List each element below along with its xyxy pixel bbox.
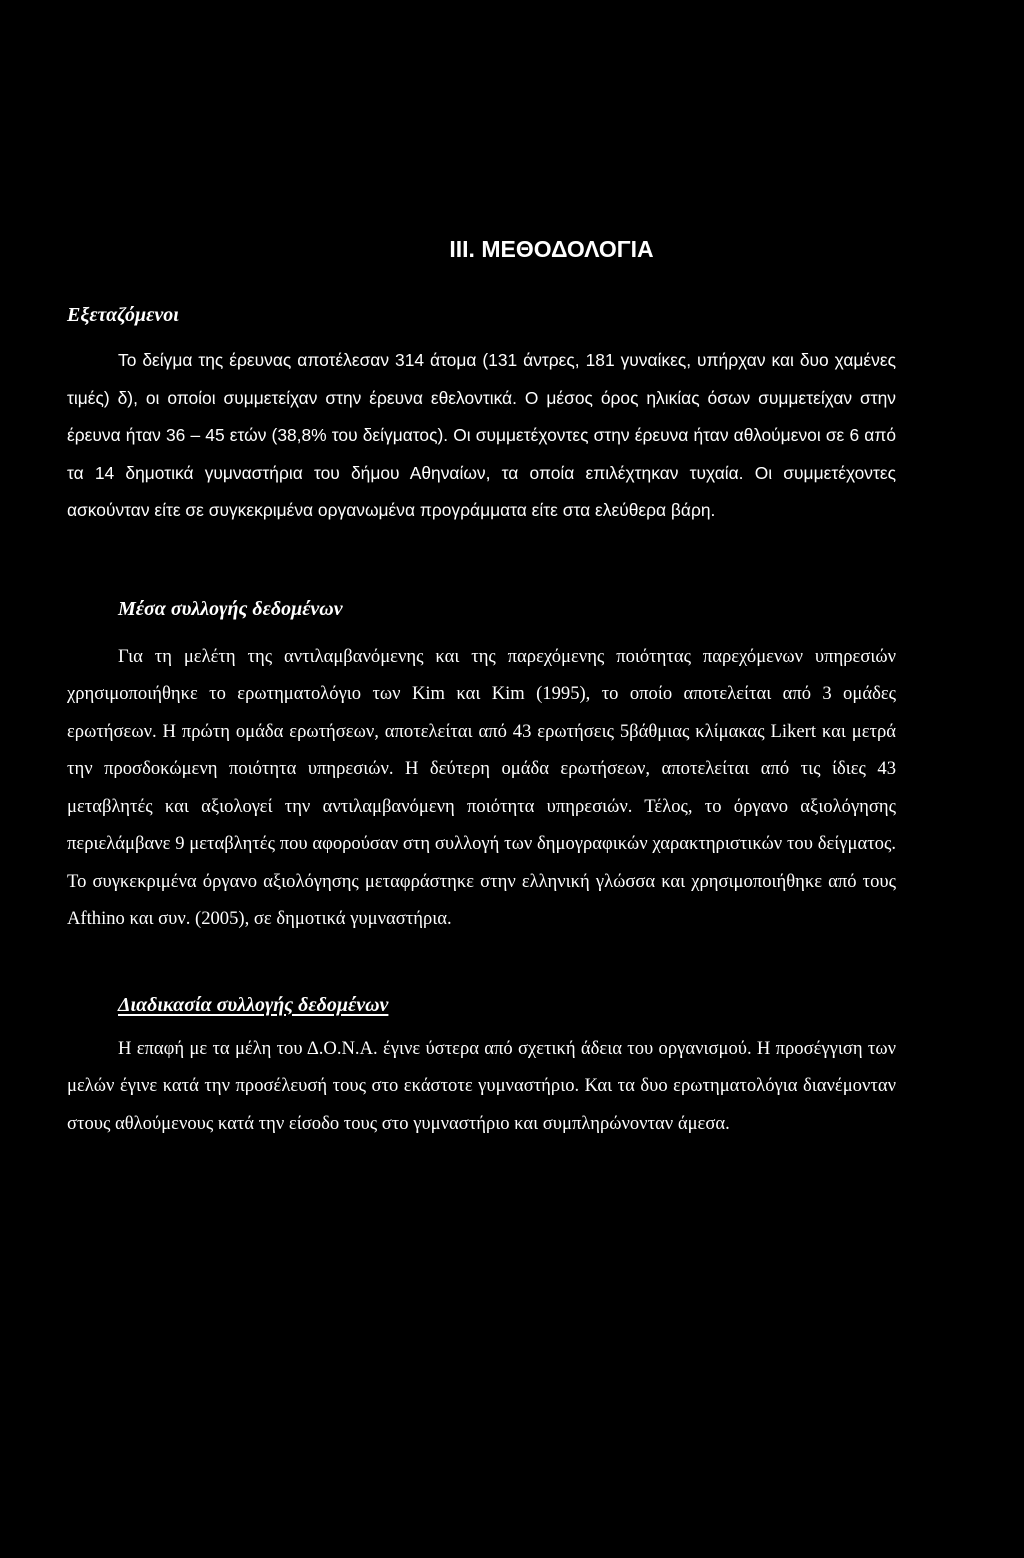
section-data-collection-tools bbox=[67, 594, 896, 938]
section-participants bbox=[67, 300, 896, 530]
paragraph-data-collection-tools: Για τη μελέτη της αντιλαμβανόμενης και της παρεχόμενης ποιότητας παρεχόμενων υπηρεσιών χρησιμοποιήθηκε το ερωτηματολόγιο των Kim και Kim (1995), το οποίο αποτελείται από 3 ομάδες ερωτήσεων. Η πρώτη ομάδα ερωτήσεων, αποτελείται από 43 ερωτήσεις 5βάθμιας κλίμακας Likert και μετρά την προσδοκώμενη ποιότητα υπηρεσιών. Η δεύτερη ομάδα ερωτήσεων, αποτελείται από τις ίδιες 43 μεταβλητές και αξιολογεί την αντιλαμβανόμενη ποιότητα υπηρεσιών. Τέλος, το όργανο αξιολόγησης περιελάμβανε 9 μεταβλητές που αφορούσαν στη συλλογή των δημογραφικών χαρακτηριστικών του δείγματος. Το συγκεκριμένα όργανο αξιολόγησης μεταφράστηκε στην ελληνική γλώσσα και χρησιμοποιήθηκε από τους Afthino και συν. (2005), σε δημοτικά γυμναστήρια. bbox=[67, 645, 896, 929]
section-heading-data-collection-procedure: Διαδικασία συλλογής δεδομένων bbox=[118, 993, 389, 1016]
section-data-collection-procedure bbox=[67, 990, 896, 1143]
paragraph-data-collection-procedure: Η επαφή με τα μέλη του Δ.Ο.Ν.Α. έγινε ύστερα από σχετική άδεια του οργανισμού. Η προσέγγιση των μελών έγινε κατά την προσέλευσή τους στο εκάστοτε γυμναστήριο. Και τα δυο ερωτηματολόγια διανέμονταν στους αθλούμενους κατά την είσοδο τους στο γυμναστήριο και συμπληρώνονταν άμεσα. bbox=[67, 1037, 896, 1134]
section-heading-data-collection-tools: Μέσα συλλογής δεδομένων bbox=[118, 597, 343, 620]
section-heading-participants: Εξεταζόμενοι bbox=[67, 304, 179, 326]
paragraph-participants: Το δείγμα της έρευνας αποτέλεσαν 314 άτομα (131 άντρες, 181 γυναίκες, υπήρχαν και δυο χαμένες τιμές) δ), οι οποίοι συμμετείχαν στην έρευνα εθελοντικά. Ο μέσος όρος ηλικίας όσων συμμετείχαν στην έρευνα ήταν 36 – 45 ετών (38,8% του δείγματος). Οι συμμετέχοντες στην έρευνα ήταν αθλούμενοι σε 6 από τα 14 δημοτικά γυμναστήρια του δήμου Αθηναίων, τα οποία επιλέχτηκαν τυχαία. Οι συμμετέχοντες ασκούνταν είτε σε συγκεκριμένα οργανωμένα προγράμματα είτε στα ελεύθερα βάρη. bbox=[67, 350, 896, 520]
page-content bbox=[67, 226, 896, 1142]
chapter-title: III. ΜΕΘΟΔΟΛΟΓΙΑ bbox=[449, 236, 654, 262]
